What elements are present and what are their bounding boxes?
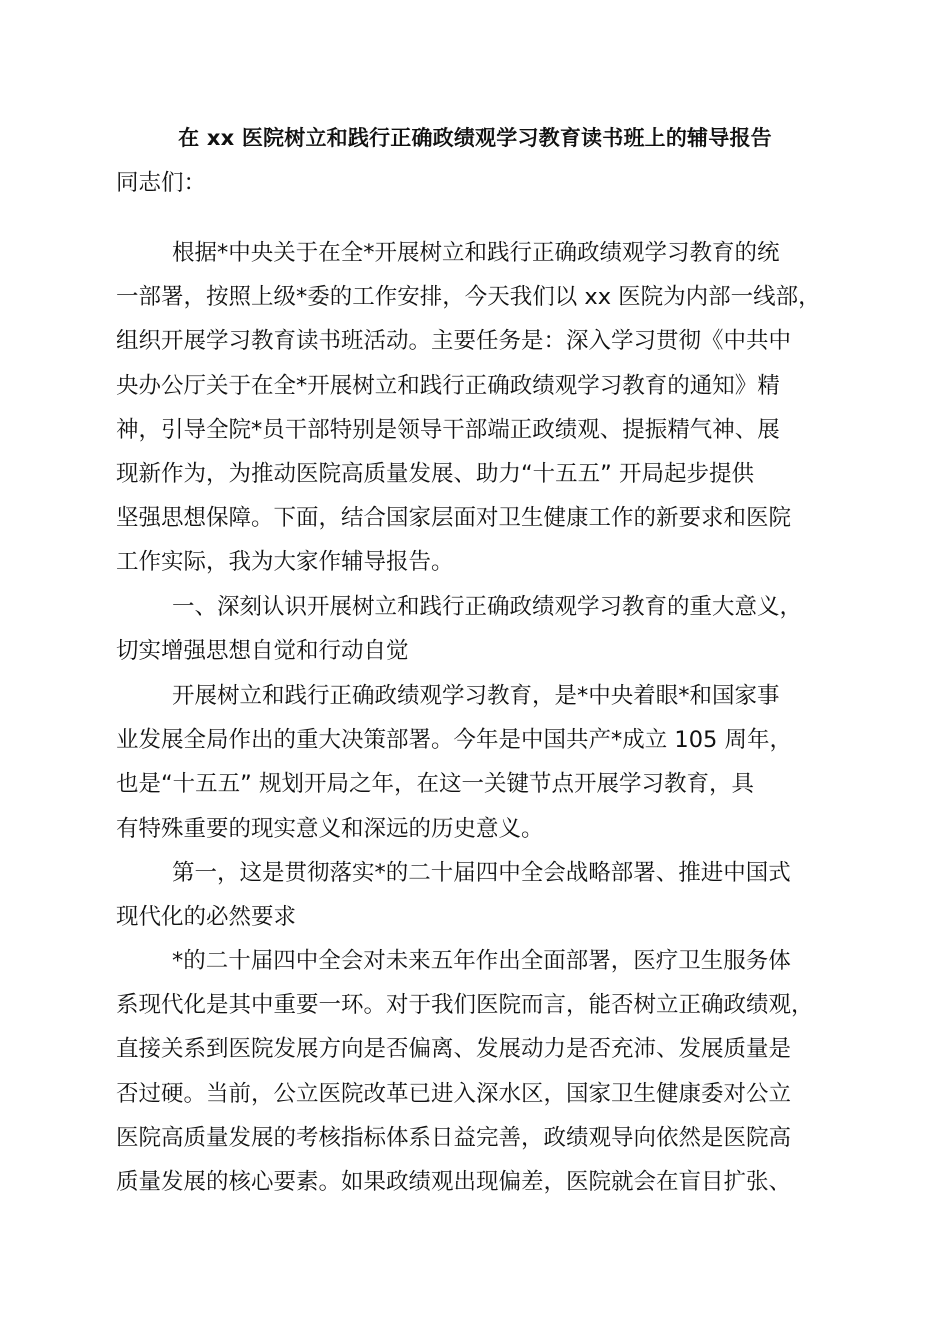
paragraph-line: 根据*中央关于在全*开展树立和践行正确政绩观学习教育的统 — [172, 240, 780, 266]
heading-line: 一、深刻认识开展树立和践行正确政绩观学习教育的重大意义， — [172, 594, 803, 620]
paragraph-intro — [116, 231, 846, 585]
paragraph-line: 直接关系到医院发展方向是否偏离、发展动力是否充沛、发展质量是 — [116, 1036, 792, 1063]
paragraph-line: 否过硬。当前，公立医院改革已进入深水区，国家卫生健康委对公立 — [116, 1080, 792, 1107]
paragraph-line: 开展树立和践行正确政绩观学习教育，是*中央着眼*和国家事 — [172, 683, 780, 709]
paragraph-line: 央办公厅关于在全*开展树立和践行正确政绩观学习教育的通知》精 — [116, 372, 780, 399]
paragraph-line: 坚强思想保障。下面，结合国家层面对卫生健康工作的新要求和医院 — [116, 505, 792, 532]
paragraph-line: 业发展全局作出的重大决策部署。今年是中国共产*成立 105 周年， — [116, 727, 793, 754]
paragraph-line: 一部署，按照上级*委的工作安排，今天我们以 xx 医院为内部一线部， — [116, 284, 821, 311]
paragraph-line: 神，引导全院*员干部特别是领导干部端正政绩观、提振精气神、展 — [116, 416, 780, 443]
paragraph-line: 现新作为，为推动医院高质量发展、助力“十五五” 开局起步提供 — [116, 460, 754, 487]
paragraph-first-point — [116, 939, 846, 1204]
document-title: 在 xx 医院树立和践行正确政绩观学习教育读书班上的辅导报告 — [178, 126, 772, 150]
section-heading — [116, 585, 846, 673]
paragraph-significance — [116, 674, 846, 851]
paragraph-line: 质量发展的核心要素。如果政绩观出现偏差，医院就会在盲目扩张、 — [116, 1168, 792, 1195]
paragraph-line: 有特殊重要的现实意义和深远的历史意义。 — [116, 815, 544, 842]
paragraph-line: *的二十届四中全会对未来五年作出全面部署，医疗卫生服务体 — [172, 948, 791, 974]
salutation-text: 同志们： — [116, 170, 207, 196]
heading-line: 第一，这是贯彻落实*的二十届四中全会战略部署、推进中国式 — [172, 860, 791, 886]
heading-line: 现代化的必然要求 — [116, 904, 297, 931]
paragraph-line: 医院高质量发展的考核指标体系日益完善，政绩观导向依然是医院高 — [116, 1124, 792, 1151]
paragraph-line: 也是“十五五” 规划开局之年，在这一关键节点开展学习教育，具 — [116, 771, 754, 798]
salutation — [116, 161, 846, 205]
subsection-heading — [116, 851, 846, 939]
heading-line: 切实增强思想自觉和行动自觉 — [116, 638, 409, 665]
paragraph-line: 组织开展学习教育读书班活动。主要任务是：深入学习贯彻《中共中 — [116, 328, 792, 355]
paragraph-line: 工作实际，我为大家作辅导报告。 — [116, 549, 454, 576]
paragraph-line: 系现代化是其中重要一环。对于我们医院而言，能否树立正确政绩观， — [116, 992, 814, 1019]
